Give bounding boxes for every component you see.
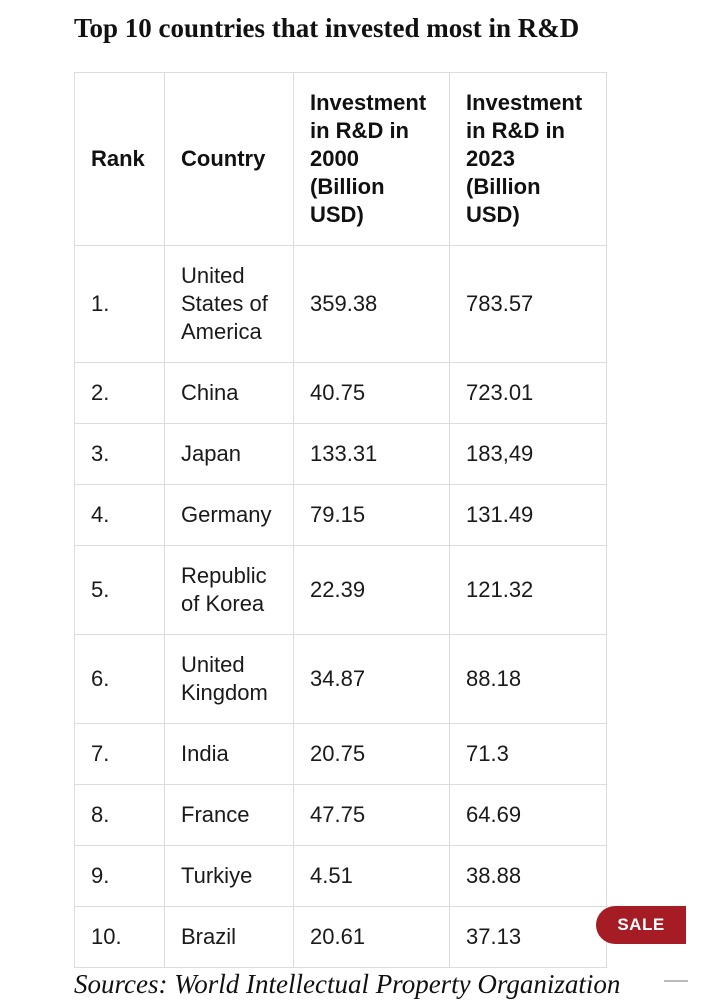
rank-cell: 3. [75,424,165,485]
rank-cell: 10. [75,907,165,968]
investment-2023-cell: 88.18 [450,635,607,724]
investment-2000-cell: 20.61 [294,907,450,968]
header-rank: Rank [75,73,165,246]
country-cell: China [165,363,294,424]
investment-2023-cell: 64.69 [450,785,607,846]
table-row [75,363,607,424]
investment-2000-cell: 47.75 [294,785,450,846]
rank-cell: 2. [75,363,165,424]
sale-badge-button[interactable]: SALE [596,906,686,944]
rank-cell: 6. [75,635,165,724]
header-country: Country [165,73,294,246]
investment-2023-cell: 183,49 [450,424,607,485]
table-row [75,635,607,724]
scroll-indicator [664,980,688,982]
investment-2000-cell: 34.87 [294,635,450,724]
country-cell: India [165,724,294,785]
investment-2000-cell: 359.38 [294,246,450,363]
investment-2023-cell: 783.57 [450,246,607,363]
table-row [75,246,607,363]
table-row [75,846,607,907]
header-investment-2000: Investment in R&D in 2000 (Billion USD) [294,73,450,246]
table-row [75,485,607,546]
investment-2000-cell: 22.39 [294,546,450,635]
country-cell: France [165,785,294,846]
investment-2023-cell: 37.13 [450,907,607,968]
rd-investment-table [74,72,607,968]
rank-cell: 4. [75,485,165,546]
header-investment-2023: Investment in R&D in 2023 (Billion USD) [450,73,607,246]
table-row [75,724,607,785]
investment-2000-cell: 133.31 [294,424,450,485]
table-row [75,546,607,635]
country-cell: Germany [165,485,294,546]
table-header-row [75,73,607,246]
rank-cell: 7. [75,724,165,785]
investment-2023-cell: 38.88 [450,846,607,907]
investment-2023-cell: 131.49 [450,485,607,546]
investment-2000-cell: 79.15 [294,485,450,546]
country-cell: Brazil [165,907,294,968]
investment-2000-cell: 20.75 [294,724,450,785]
investment-2023-cell: 723.01 [450,363,607,424]
country-cell: United States of America [165,246,294,363]
rank-cell: 1. [75,246,165,363]
table-row [75,907,607,968]
rank-cell: 5. [75,546,165,635]
table-row [75,424,607,485]
page-title: Top 10 countries that invested most in R&D [74,13,580,43]
country-cell: Turkiye [165,846,294,907]
rank-cell: 9. [75,846,165,907]
rank-cell: 8. [75,785,165,846]
source-caption: Sources: World Intellectual Property Organization [74,969,621,999]
investment-2023-cell: 121.32 [450,546,607,635]
investment-2023-cell: 71.3 [450,724,607,785]
country-cell: Republic of Korea [165,546,294,635]
table-row [75,785,607,846]
country-cell: United Kingdom [165,635,294,724]
country-cell: Japan [165,424,294,485]
investment-2000-cell: 40.75 [294,363,450,424]
investment-2000-cell: 4.51 [294,846,450,907]
